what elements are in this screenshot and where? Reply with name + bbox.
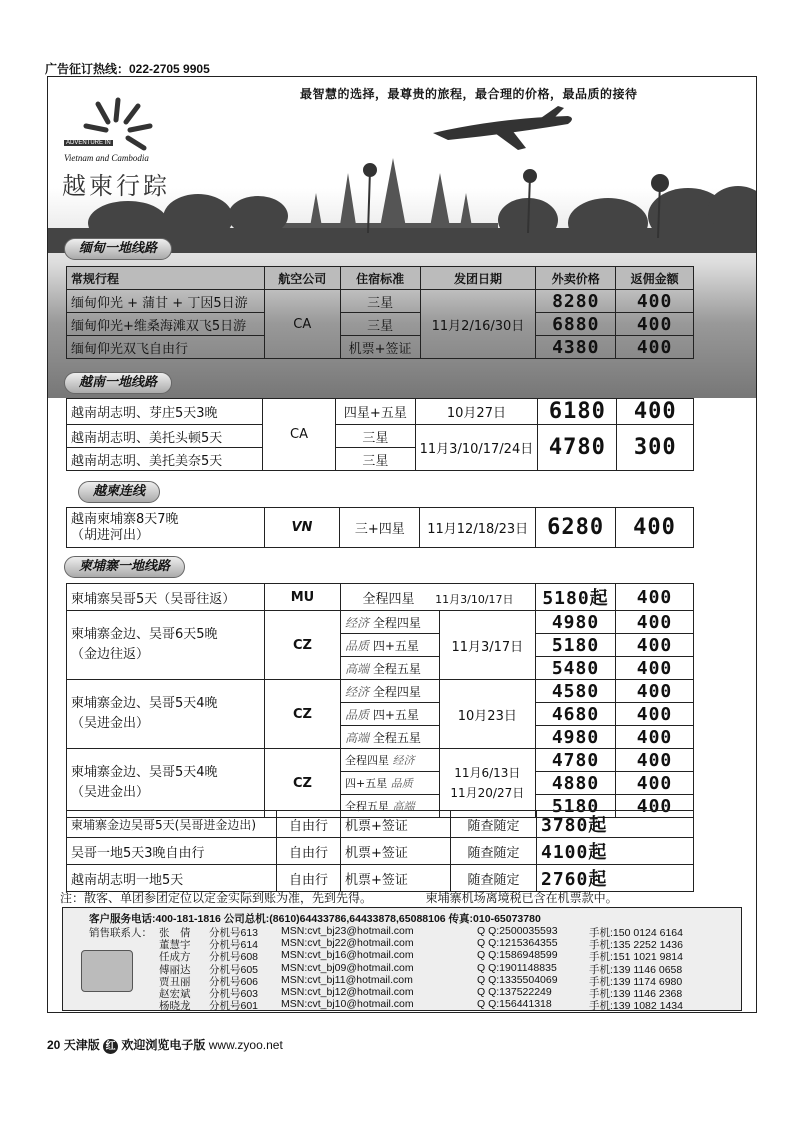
staff-mobile: 手机:139 1146 0658	[589, 963, 683, 976]
airline-code: CZ	[265, 680, 341, 749]
departure-date: 11月2/16/30日	[420, 290, 536, 359]
commission: 400	[616, 508, 694, 548]
price: 4780	[536, 749, 616, 772]
note-booking: 注：散客、单团参团定位以定金实际到账为准，先到先得。	[60, 891, 373, 905]
note	[60, 889, 618, 906]
cambodia-table	[66, 583, 694, 818]
staff-mobile: 手机:139 1174 6980	[589, 975, 683, 988]
staff-qq: Q Q:156441318	[477, 998, 552, 1011]
travel-type: 自由行	[277, 811, 341, 838]
commission: 400	[616, 795, 694, 818]
commission: 400	[616, 336, 694, 359]
table-row	[67, 290, 694, 313]
price: 4980	[536, 726, 616, 749]
route-name: 柬埔寨金边吴哥5天(吴哥进金边出)	[67, 811, 277, 838]
airline-code: CA	[264, 290, 340, 359]
price: 3780起	[537, 811, 694, 838]
commission: 300	[617, 425, 694, 471]
staff-extension: 分机号608	[209, 951, 259, 964]
logo-text-cn: 越柬行踪	[62, 172, 170, 200]
hotel-standard: 三星	[340, 290, 420, 313]
tier-hotel: 高端 全程五星	[341, 657, 440, 680]
route-name: 吴哥一地5天3晚自由行	[67, 838, 277, 865]
price: 4380	[536, 336, 616, 359]
price: 6880	[536, 313, 616, 336]
section-tag-cambodia: 柬埔寨一地线路	[64, 556, 185, 578]
section-tag-vietnam: 越南一地线路	[64, 372, 172, 394]
tier-hotel: 品质 四+五星	[341, 703, 440, 726]
route-name: 越南柬埔寨8天7晚 （胡进河出）	[67, 508, 265, 548]
airline-code: MU	[265, 584, 341, 611]
edition: 天津版	[63, 1038, 100, 1052]
price: 4880	[536, 772, 616, 795]
staff-msn: MSN:cvt_bj10@hotmail.com	[281, 998, 414, 1011]
tier-hotel: 经济 全程四星	[341, 680, 440, 703]
commission: 400	[616, 584, 694, 611]
contact-box	[62, 907, 742, 1011]
footer	[47, 1036, 283, 1054]
staff-extension: 分机号614	[209, 939, 259, 952]
vietnam-table	[66, 398, 694, 471]
travel-type: 自由行	[277, 838, 341, 865]
edition-badge: 红	[103, 1039, 118, 1054]
staff-mobile: 手机:150 0124 6164	[589, 927, 683, 939]
header-route: 常规行程	[67, 267, 265, 290]
staff-extension: 分机号606	[209, 975, 259, 988]
route-name: 柬埔寨吴哥5天（吴哥往返）	[67, 584, 265, 611]
price: 6180	[538, 399, 617, 425]
departure-date: 10月23日	[439, 680, 535, 749]
staff-msn: MSN:cvt_bj16@hotmail.com	[281, 949, 414, 962]
staff-qq: Q Q:2500035593	[477, 925, 558, 937]
departure-date: 11月3/10/17/24日	[415, 425, 538, 471]
header-commission: 返佣金额	[616, 267, 694, 290]
staff-qq: Q Q:1335504069	[477, 973, 558, 986]
airline-code: CZ	[265, 611, 341, 680]
staff-extension: 分机号613	[209, 927, 259, 939]
commission: 400	[616, 680, 694, 703]
price: 5180	[536, 634, 616, 657]
staff-name: 任成方	[159, 951, 191, 964]
table-row	[67, 838, 694, 865]
staff-name: 杨晓龙	[159, 1000, 191, 1013]
travel-type: 自由行	[277, 865, 341, 892]
route-name: 缅甸仰光+维桑海滩双飞5日游	[67, 313, 265, 336]
commission: 400	[616, 726, 694, 749]
table-row	[67, 508, 694, 548]
package-item: 机票+签证	[341, 865, 451, 892]
staff-msn: MSN:cvt_bj23@hotmail.com	[281, 925, 414, 937]
header-hotel: 住宿标准	[340, 267, 420, 290]
table-row	[67, 611, 694, 634]
table-row	[67, 425, 694, 448]
route-name: 柬埔寨金边、吴哥5天4晚 （吴进金出）	[67, 680, 265, 749]
price: 6280	[536, 508, 616, 548]
hotel-standard: 三星	[336, 448, 416, 471]
staff-qq: Q Q:1215364355	[477, 937, 558, 950]
commission: 400	[616, 611, 694, 634]
header-date: 发团日期	[420, 267, 536, 290]
tier-hotel: 全程五星 高端	[341, 795, 440, 818]
page-number: 20	[47, 1038, 61, 1052]
table-row	[67, 584, 694, 611]
route-name: 柬埔寨金边、吴哥5天4晚 （吴进金出）	[67, 749, 265, 818]
table-row	[67, 313, 694, 336]
commission: 400	[616, 749, 694, 772]
price: 4780	[538, 425, 617, 471]
staff-name: 董慧宇	[159, 939, 191, 952]
staff-name: 贾丑丽	[159, 975, 191, 988]
route-name: 越南胡志明、芽庄5天3晚	[67, 399, 263, 425]
airline-code: CZ	[265, 749, 341, 818]
staff-msn: MSN:cvt_bj09@hotmail.com	[281, 961, 414, 974]
price: 4580	[536, 680, 616, 703]
staff-row	[159, 937, 743, 952]
staff-mobile: 手机:139 1146 2368	[589, 987, 683, 1000]
price: 5480	[536, 657, 616, 680]
staff-row	[159, 986, 743, 998]
commission: 400	[616, 772, 694, 795]
staff-mobile: 手机:135 2252 1436	[589, 939, 683, 952]
header-price: 外卖价格	[536, 267, 616, 290]
logo-text-en2: Vietnam and Cambodia	[64, 153, 149, 163]
price: 5180起	[536, 584, 616, 611]
staff-extension: 分机号605	[209, 963, 259, 976]
contact-header: 客户服务电话:400-181-1816 公司总机:(8610)64433786,64433878,65088106 传真:010-65073780	[89, 913, 541, 925]
website-link[interactable]: www.zyoo.net	[208, 1038, 283, 1052]
departure-date: 11月3/10/17日	[435, 592, 514, 606]
hotline: 广告征订热线：022-2705 9905	[45, 62, 210, 76]
table-header-row	[67, 267, 694, 290]
table-row	[67, 749, 694, 772]
table-row	[67, 336, 694, 359]
staff-mobile: 手机:139 1082 1434	[589, 1000, 683, 1013]
table-row	[67, 865, 694, 892]
staff-mobile: 手机:151 1021 9814	[589, 951, 683, 964]
airline-code: VN	[264, 508, 340, 548]
commission: 400	[616, 634, 694, 657]
staff-extension: 分机号603	[209, 987, 259, 1000]
departure-date: 随查随定	[451, 811, 537, 838]
header-airline: 航空公司	[264, 267, 340, 290]
hotel-standard: 三星	[340, 313, 420, 336]
staff-msn: MSN:cvt_bj22@hotmail.com	[281, 937, 414, 950]
route-name: 缅甸仰光双飞自由行	[67, 336, 265, 359]
staff-qq: Q Q:137522249	[477, 985, 552, 998]
departure-date: 11月12/18/23日	[420, 508, 536, 548]
commission: 400	[616, 313, 694, 336]
staff-qq: Q Q:1901148835	[477, 961, 557, 974]
route-name: 柬埔寨金边、吴哥6天5晚 （金边往返）	[67, 611, 265, 680]
route-name: 越南胡志明、美托美奈5天	[67, 448, 263, 471]
price: 5180	[536, 795, 616, 818]
package-item: 机票+签证	[341, 811, 451, 838]
staff-row	[159, 974, 743, 986]
hotel-standard: 三+四星	[340, 508, 420, 548]
commission: 400	[617, 399, 694, 425]
departure-date: 11月3/17日	[439, 611, 535, 680]
price: 4100起	[537, 838, 694, 865]
staff-msn: MSN:cvt_bj11@hotmail.com	[281, 973, 413, 986]
package-item: 机票+签证	[341, 838, 451, 865]
vietnam-cambodia-table	[66, 507, 694, 548]
price: 4680	[536, 703, 616, 726]
logo-text-en1: ADVENTURE IN	[66, 140, 111, 146]
free-travel-table	[66, 810, 694, 892]
tier-hotel: 全程四星 经济	[341, 749, 440, 772]
tier-hotel: 品质 四+五星	[341, 634, 440, 657]
telephone-icon	[81, 950, 133, 992]
commission: 400	[616, 657, 694, 680]
staff-row	[159, 998, 743, 1013]
myanmar-table	[66, 266, 694, 359]
table-row	[67, 680, 694, 703]
staff-qq: Q Q:1586948599	[477, 949, 558, 962]
route-name: 越南胡志明、美托头顿5天	[67, 425, 263, 448]
hotel-standard: 机票+签证	[340, 336, 420, 359]
route-name: 越南胡志明一地5天	[67, 865, 277, 892]
staff-name: 傅丽达	[159, 963, 191, 976]
airline-code: CA	[262, 399, 335, 471]
footer-text: 欢迎浏览电子版	[121, 1038, 206, 1052]
commission: 400	[616, 290, 694, 313]
price: 2760起	[537, 865, 694, 892]
departure-date: 随查随定	[451, 865, 537, 892]
hotel-standard: 全程四星	[362, 591, 415, 607]
tier-hotel: 经济 全程四星	[341, 611, 440, 634]
table-row	[67, 399, 694, 425]
price: 4980	[536, 611, 616, 634]
sales-label: 销售联系人：	[89, 927, 152, 939]
section-tag-vietnam-cambodia: 越柬连线	[78, 481, 160, 503]
table-row	[67, 811, 694, 838]
staff-msn: MSN:cvt_bj12@hotmail.com	[281, 985, 414, 998]
staff-list	[159, 925, 743, 1013]
hotel-and-date	[341, 584, 536, 611]
slogan: 最智慧的选择，最尊贵的旅程，最合理的价格，最品质的接待	[300, 87, 638, 101]
staff-row	[159, 949, 743, 964]
section-tag-myanmar: 缅甸一地线路	[64, 238, 172, 260]
route-name: 缅甸仰光 + 蒲甘 + 丁因5日游	[67, 290, 265, 313]
note-tax: 柬埔寨机场离境税已含在机票款中。	[425, 891, 618, 905]
staff-name: 赵宏斌	[159, 987, 191, 1000]
hotel-standard: 三星	[336, 425, 416, 448]
price: 8280	[536, 290, 616, 313]
departure-date: 10月27日	[415, 399, 538, 425]
staff-row	[159, 962, 743, 974]
departure-date: 11月6/13日 11月20/27日	[439, 749, 535, 818]
hotel-standard: 四星+五星	[336, 399, 416, 425]
commission: 400	[616, 703, 694, 726]
staff-extension: 分机号601	[209, 1000, 259, 1013]
departure-date: 随查随定	[451, 838, 537, 865]
staff-name: 张 倩	[159, 927, 191, 939]
tier-hotel: 高端 全程五星	[341, 726, 440, 749]
tier-hotel: 四+五星 品质	[341, 772, 440, 795]
staff-row	[159, 925, 743, 937]
